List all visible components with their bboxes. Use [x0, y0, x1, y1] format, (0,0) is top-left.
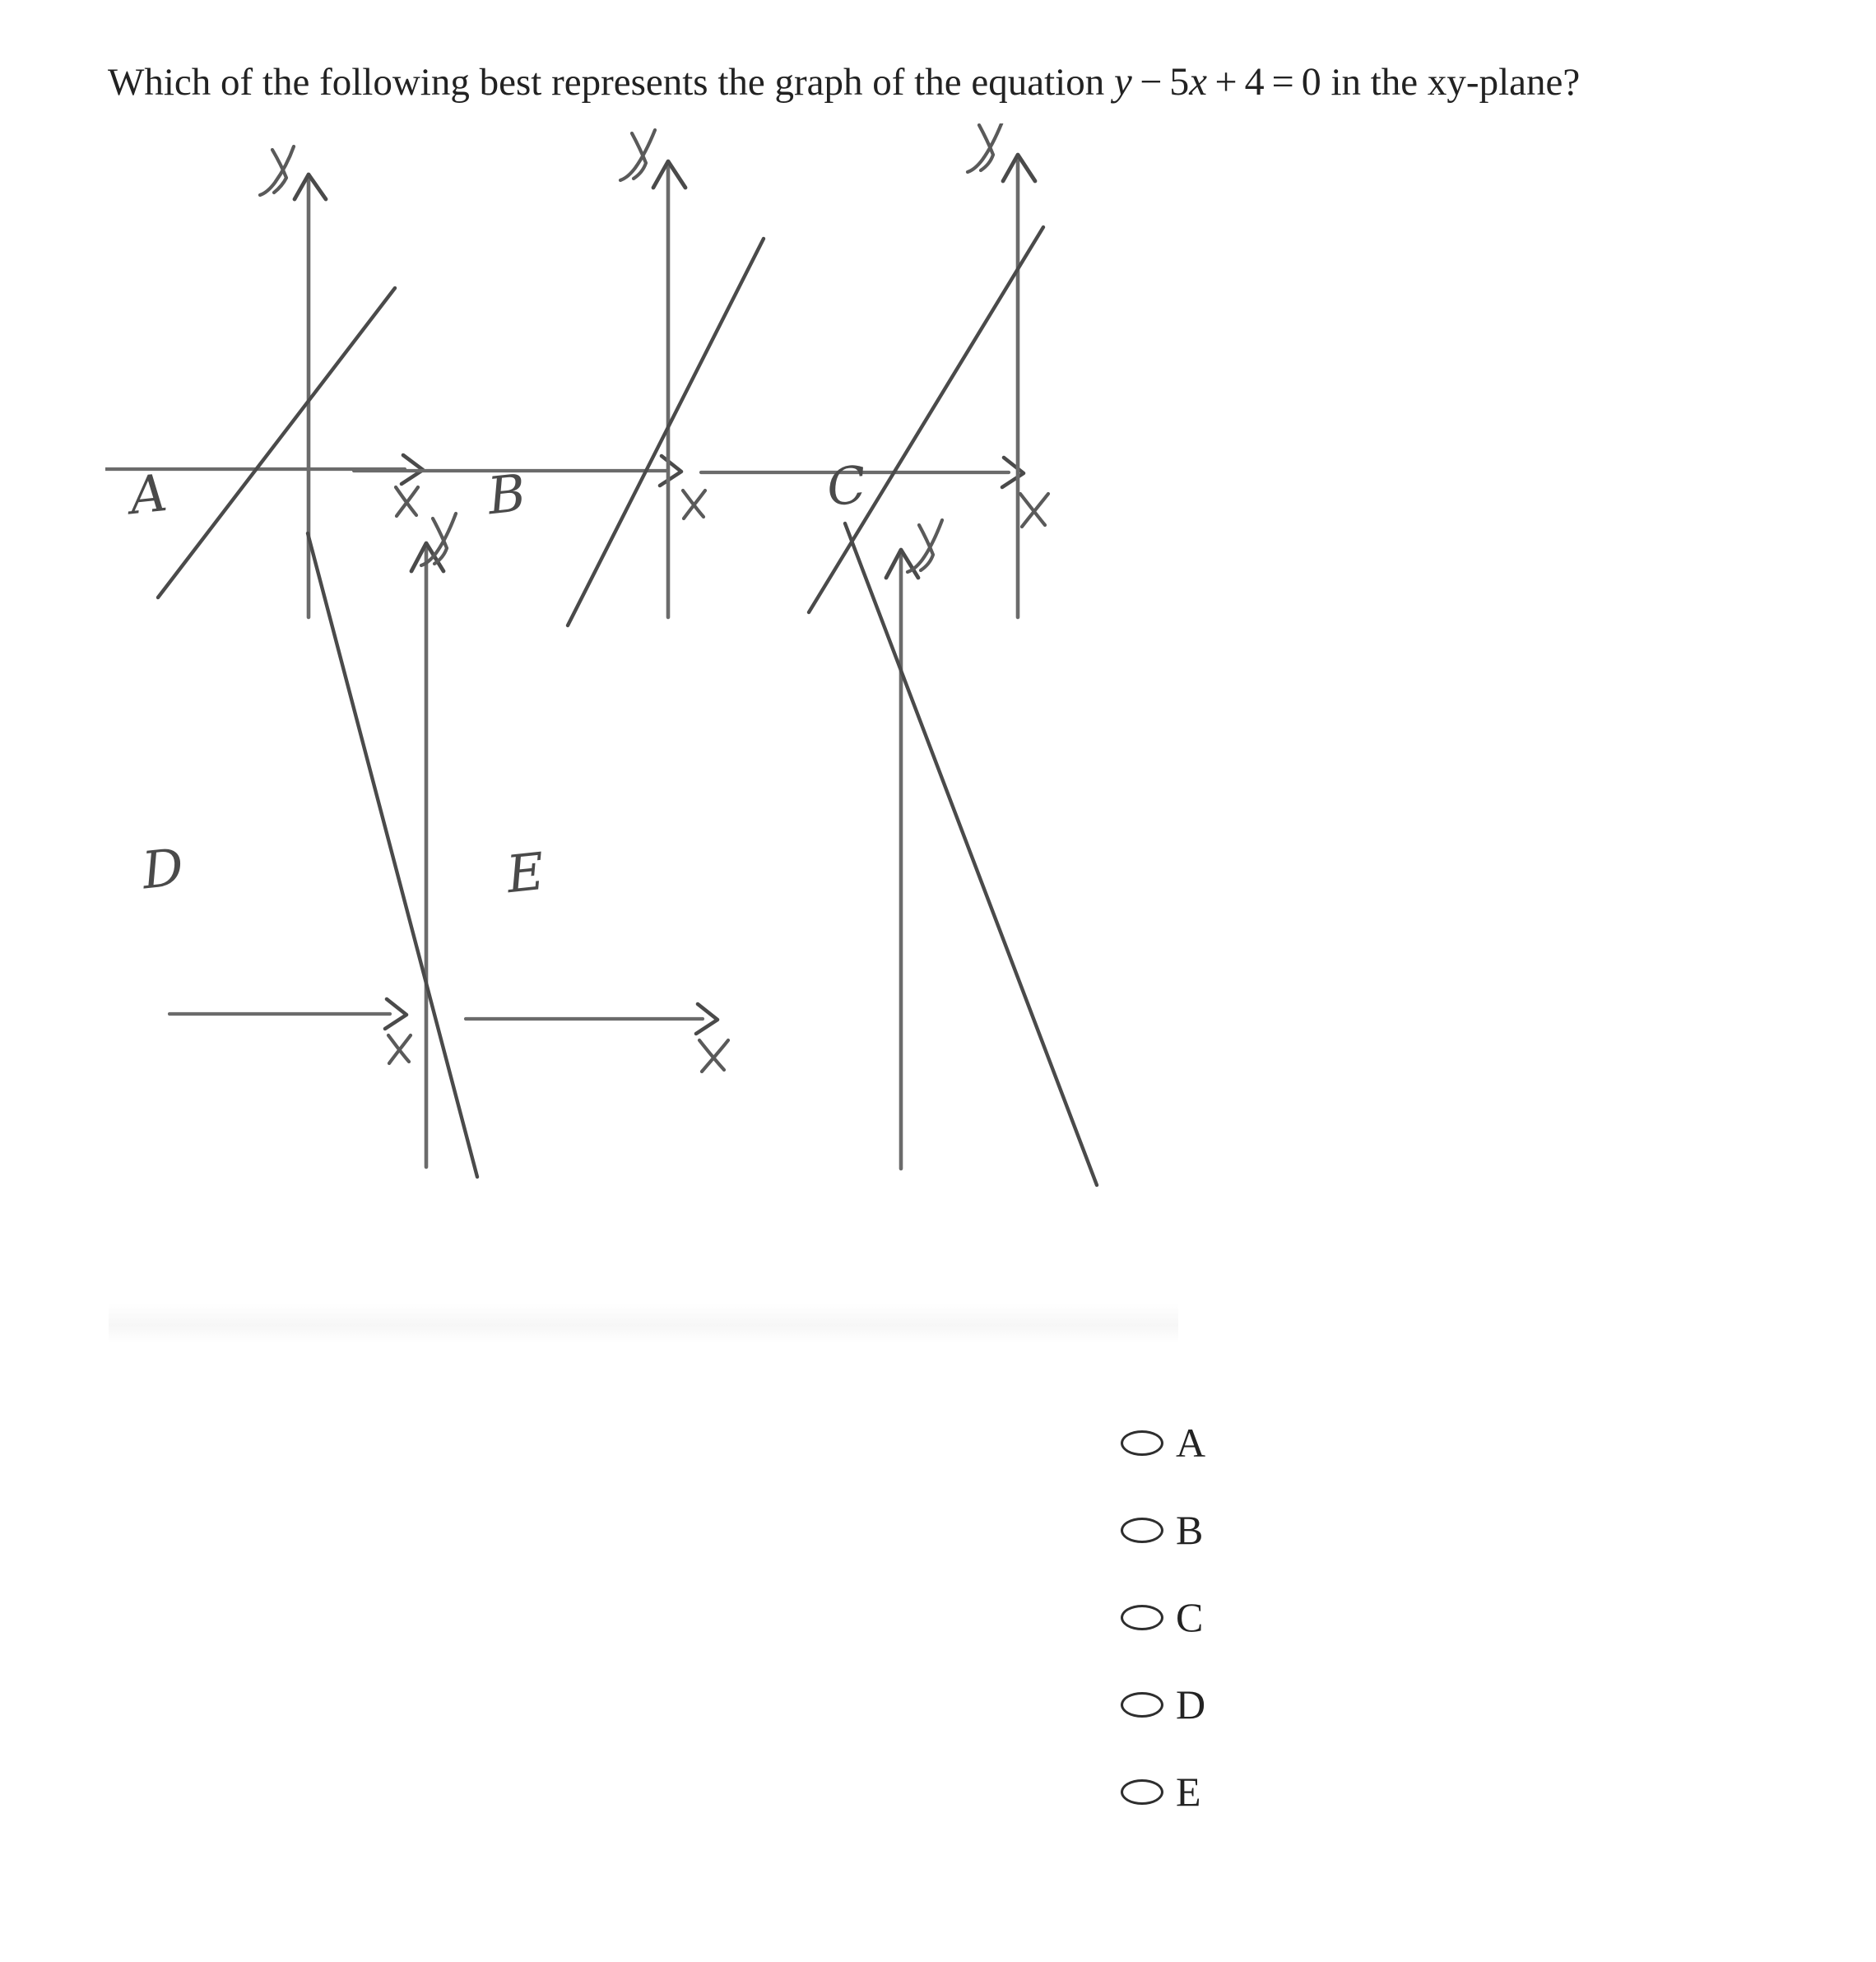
- graphs-canvas: [105, 123, 1183, 1343]
- option-row-c[interactable]: [1121, 1574, 1466, 1661]
- option-row-b[interactable]: [1121, 1486, 1466, 1574]
- option-row-a[interactable]: [1121, 1399, 1466, 1486]
- equation-rhs-zero: 0: [1301, 60, 1321, 104]
- equation-variable-x: x: [1189, 58, 1208, 104]
- radio-button-a[interactable]: [1121, 1430, 1163, 1456]
- graph-a-y-axis-label: [260, 146, 294, 195]
- equation-variable-y: y: [1113, 58, 1133, 104]
- graph-label-a: A: [127, 462, 171, 527]
- radio-button-e[interactable]: [1121, 1779, 1163, 1805]
- radio-button-b[interactable]: [1121, 1518, 1163, 1543]
- equation-operator-minus: −: [1140, 60, 1163, 104]
- graph-d: [169, 533, 477, 1177]
- graph-d-x-axis-label: [388, 1035, 411, 1063]
- graph-label-e: E: [504, 840, 548, 905]
- equation-operator-plus: +: [1214, 60, 1238, 104]
- graph-e-y-axis-label: [908, 520, 942, 572]
- graph-c-y-axis-label: [968, 123, 1002, 172]
- option-label-c: C: [1176, 1594, 1204, 1640]
- question-prompt: [108, 56, 1778, 107]
- option-label-d: D: [1176, 1681, 1206, 1727]
- option-row-d[interactable]: [1121, 1661, 1466, 1748]
- graph-e: [466, 523, 1097, 1185]
- graph-a-x-axis-label: [396, 487, 418, 516]
- radio-button-c[interactable]: [1121, 1605, 1163, 1630]
- radio-button-d[interactable]: [1121, 1692, 1163, 1718]
- graph-e-x-axis-label: [699, 1040, 728, 1072]
- graph-c-x-axis-label: [1020, 494, 1048, 527]
- graph-label-c: C: [824, 453, 871, 518]
- handwritten-graphs-figure: [105, 123, 1183, 1343]
- option-label-a: A: [1176, 1420, 1206, 1466]
- graph-b: [354, 161, 764, 625]
- question-suffix: in the xy-plane?: [1330, 61, 1581, 104]
- equation-expression: [1104, 58, 1321, 104]
- equation-operator-equals: =: [1271, 60, 1294, 104]
- graph-a: [105, 174, 423, 617]
- graph-b-y-axis-label: [620, 130, 655, 180]
- graph-label-b: B: [485, 462, 530, 527]
- question-prefix: Which of the following best represents the graph of the equation: [108, 61, 1105, 104]
- option-label-e: E: [1176, 1769, 1201, 1815]
- graph-c: [701, 155, 1043, 617]
- option-row-e[interactable]: [1121, 1748, 1466, 1835]
- equation-constant-4: 4: [1244, 60, 1265, 104]
- graph-b-x-axis-label: [683, 490, 705, 518]
- option-label-b: B: [1176, 1507, 1204, 1553]
- equation-coefficient-5: 5: [1169, 60, 1190, 104]
- graph-label-d: D: [139, 836, 188, 901]
- answer-options-list: [1121, 1399, 1466, 1835]
